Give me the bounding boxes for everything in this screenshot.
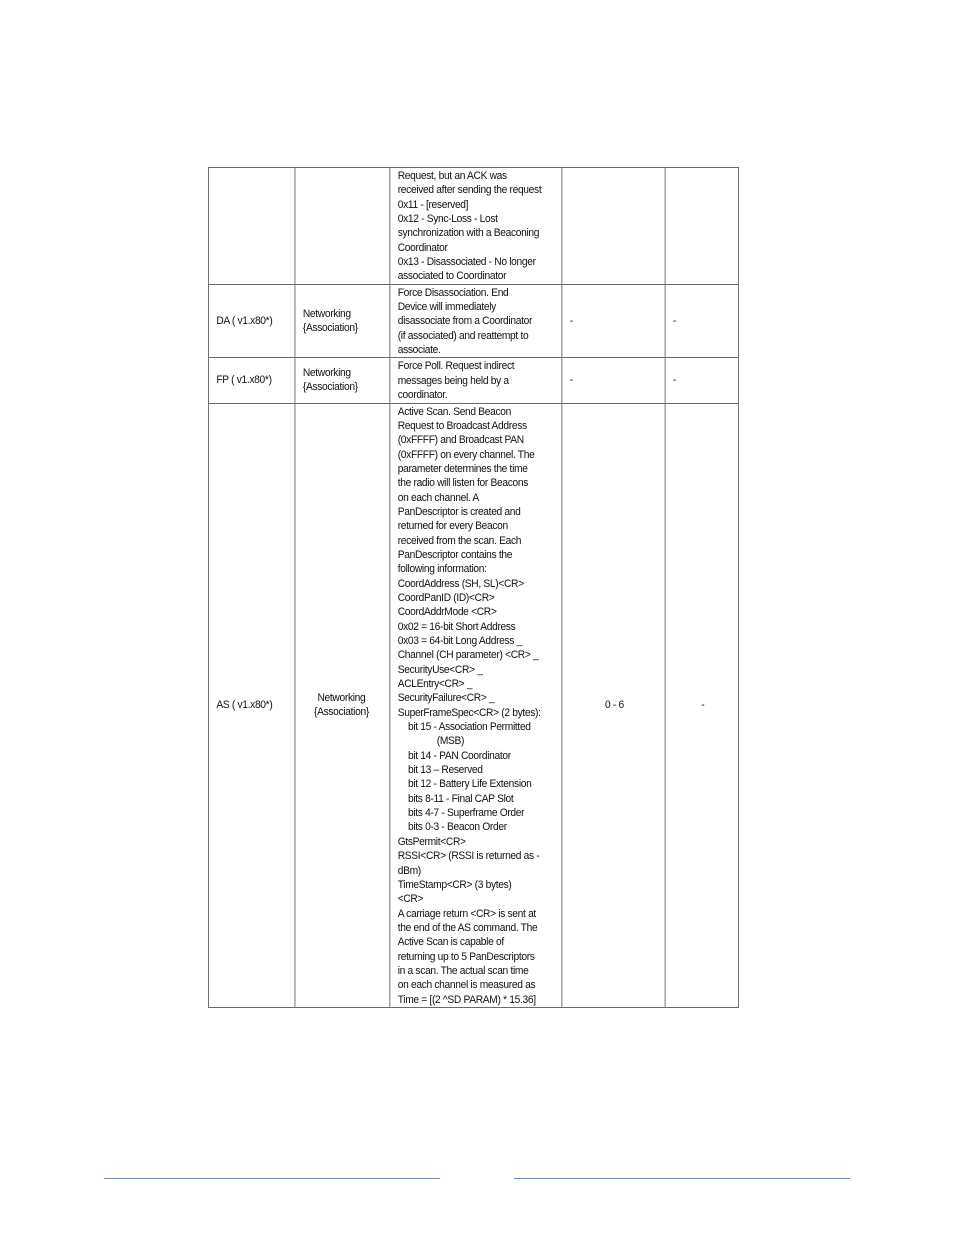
footer-divider-left [104, 1178, 440, 1179]
description-line: SecurityUse<CR> _ [397, 663, 483, 676]
category-cell [295, 168, 390, 285]
range-cell [562, 284, 665, 358]
range-cell [562, 168, 665, 285]
description-line: received after sending the request [397, 184, 542, 197]
default-cell [665, 168, 738, 285]
table-row [208, 403, 738, 1007]
description-line: Active Scan is capable of [397, 936, 504, 949]
description-line: bit 14 - PAN Coordinator [407, 749, 511, 762]
default-cell [665, 284, 738, 358]
category-line: Networking [317, 691, 366, 704]
table-row [208, 358, 738, 403]
description-line: TimeStamp<CR> (3 bytes) [397, 878, 512, 891]
description-line: 0x12 - Sync-Loss - Lost [397, 213, 498, 226]
category-cell [295, 358, 390, 403]
default-value: - [673, 314, 677, 327]
description-line: 0x13 - Disassociated - No longer [397, 256, 536, 269]
description-line: associate. [397, 344, 441, 357]
description-line: bit 12 - Battery Life Extension [407, 778, 532, 791]
description-line: on each channel is measured as [397, 979, 536, 992]
description-line: bits 4-7 - Superframe Order [407, 807, 525, 820]
description-line: Channel (CH parameter) <CR> _ [397, 649, 539, 662]
default-value: - [701, 699, 705, 712]
command-name: FP ( v1.x80*) [216, 374, 272, 387]
default-value: - [673, 374, 677, 387]
command-name-cell [208, 284, 294, 358]
description-line: <CR> [397, 893, 424, 906]
description-line: (if associated) and reattempt to [397, 329, 529, 342]
description-line: returned for every Beacon [397, 520, 508, 533]
category-line: Networking [302, 367, 351, 380]
table-row [208, 284, 738, 358]
category-cell [295, 284, 390, 358]
description-line: synchronization with a Beaconing [397, 227, 540, 240]
description-line: (0xFFFF) and Broadcast PAN [397, 434, 524, 447]
description-line: SuperFrameSpec<CR> (2 bytes): [397, 706, 541, 719]
description-line: SecurityFailure<CR> _ [397, 692, 495, 705]
description-line: A carriage return <CR> is sent at [397, 907, 536, 920]
range-cell [562, 358, 665, 403]
description-line: Time = [(2 ^SD PARAM) * 15.36] [397, 993, 536, 1006]
description-line: received from the scan. Each [397, 534, 522, 547]
description-line: 0x02 = 16-bit Short Address [397, 620, 516, 633]
table-row [208, 168, 738, 285]
command-name: AS ( v1.x80*) [216, 699, 273, 712]
description-cell [390, 284, 562, 358]
description-line: Device will immediately [397, 301, 496, 314]
footer-divider-right [514, 1178, 850, 1179]
description-line: in a scan. The actual scan time [397, 964, 529, 977]
description-line: Force Poll. Request indirect [397, 360, 515, 373]
description-cell [390, 358, 562, 403]
description-line: Coordinator [397, 241, 448, 254]
description-line: (0xFFFF) on every channel. The [397, 448, 535, 461]
description-line: CoordPanID (ID)<CR> [397, 591, 495, 604]
range-value: - [569, 374, 573, 387]
command-name-cell [208, 168, 294, 285]
description-line: 0x11 - [reserved] [397, 198, 469, 211]
description-line: CoordAddress (SH, SL)<CR> [397, 577, 524, 590]
description-line: the end of the AS command. The [397, 921, 538, 934]
description-line: CoordAddrMode <CR> [397, 606, 497, 619]
description-cell [390, 168, 562, 285]
description-line: bits 8-11 - Final CAP Slot [407, 792, 514, 805]
command-name: DA ( v1.x80*) [216, 314, 273, 327]
description-cell [390, 403, 562, 1007]
description-line: parameter determines the time [397, 462, 528, 475]
description-line: (MSB) [436, 735, 465, 748]
description-line: Request, but an ACK was [397, 170, 507, 182]
category-line: {Association} [302, 381, 358, 394]
category-line: Networking [302, 307, 351, 320]
description-line: disassociate from a Coordinator [397, 315, 533, 328]
range-cell [562, 403, 665, 1007]
description-line: Request to Broadcast Address [397, 419, 527, 432]
description-line: dBm) [397, 864, 421, 877]
category-line: {Association} [313, 706, 369, 719]
description-line: Force Disassociation. End [397, 286, 509, 299]
default-cell [665, 403, 738, 1007]
range-value: - [569, 314, 573, 327]
description-line: Active Scan. Send Beacon [397, 405, 512, 418]
description-line: bit 13 – Reserved [407, 764, 483, 777]
command-name-cell [208, 403, 294, 1007]
at-command-table [208, 167, 739, 1008]
range-value: 0 - 6 [604, 699, 624, 712]
description-line: ACLEntry<CR> _ [397, 678, 473, 691]
description-line: following information: [397, 563, 487, 576]
description-line: RSSI<CR> (RSSI is returned as - [397, 850, 540, 863]
description-line: the radio will listen for Beacons [397, 477, 529, 490]
description-line: 0x03 = 64-bit Long Address _ [397, 635, 522, 647]
default-cell [665, 358, 738, 403]
description-line: coordinator. [397, 389, 448, 402]
category-line: {Association} [302, 322, 358, 335]
description-line: returning up to 5 PanDescriptors [397, 950, 535, 963]
category-cell [295, 403, 390, 1007]
description-line: bits 0-3 - Beacon Order [407, 821, 507, 834]
description-line: on each channel. A [397, 491, 479, 504]
description-line: messages being held by a [397, 374, 509, 387]
description-line: PanDescriptor is created and [397, 505, 521, 518]
description-line: associated to Coordinator [397, 270, 507, 283]
command-name-cell [208, 358, 294, 403]
description-line: PanDescriptor contains the [397, 548, 513, 561]
description-line: bit 15 - Association Permitted [407, 721, 531, 734]
description-line: GtsPermit<CR> [397, 835, 466, 848]
